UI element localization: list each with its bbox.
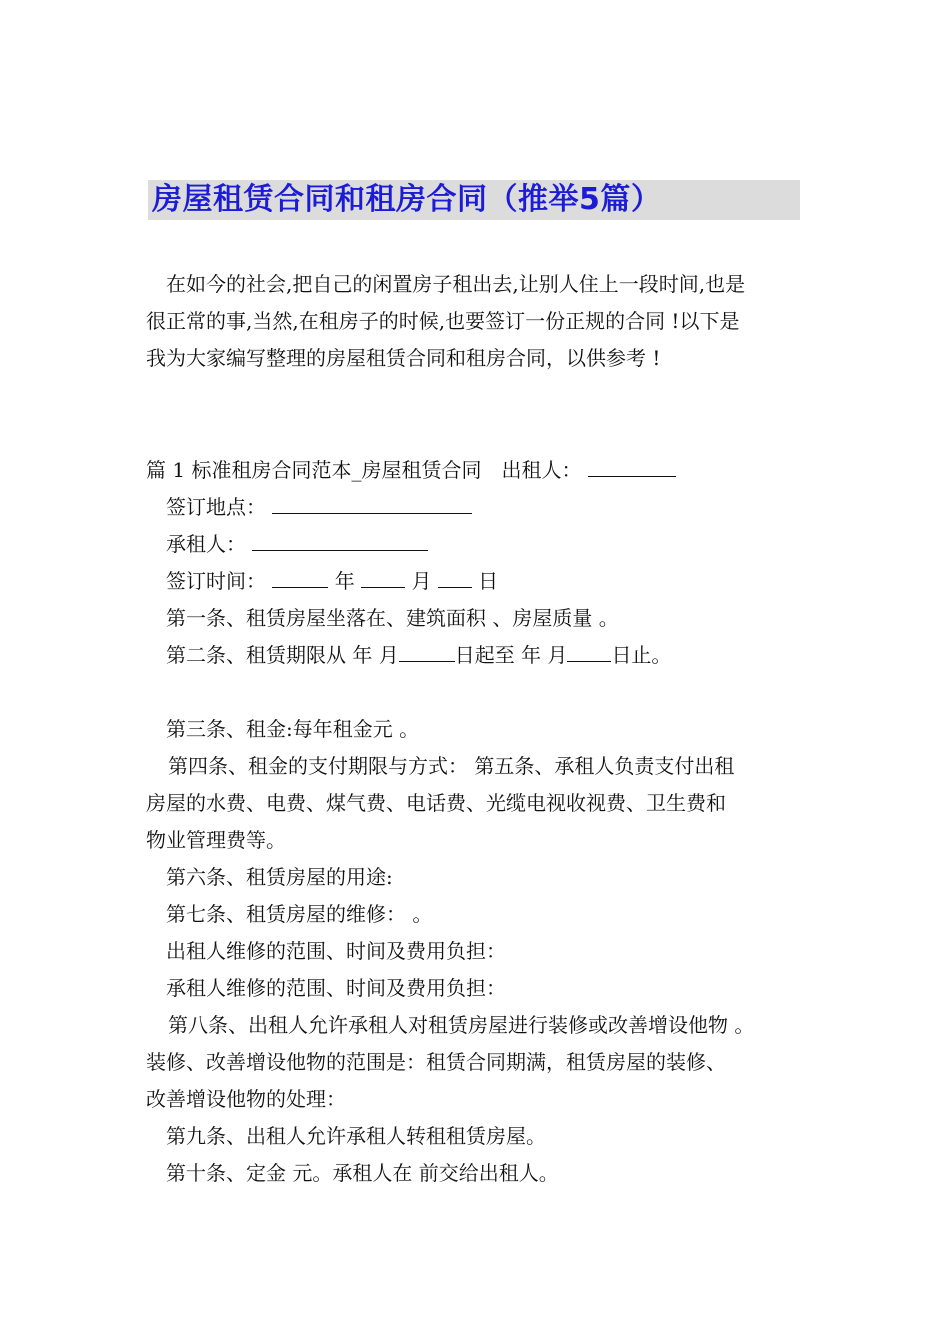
article-6: 第六条、租赁房屋的用途: (166, 865, 393, 889)
sign-time-label: 签订时间： (166, 569, 266, 593)
art2-blank-2 (567, 641, 611, 662)
article-8-line-1: 第八条、出租人允许承租人对租赁房屋进行装修或改善增设他物 。 (168, 1013, 755, 1037)
spacer (146, 674, 836, 711)
article-2-part-a: 第二条、租赁期限从 年 月 (166, 643, 399, 667)
article-7-lessor: 出租人维修的范围、时间及费用负担： (166, 939, 506, 963)
art2-blank-1 (399, 641, 455, 662)
month-blank (361, 567, 405, 588)
article-4-line-3: 物业管理费等。 (146, 828, 286, 852)
contract-heading-line (146, 452, 836, 489)
article-4-line-1: 第四条、租金的支付期限与方式： 第五条、承租人负责支付出租 (168, 754, 735, 778)
document-title: 房屋租赁合同和租房合同（推举5篇） (152, 182, 662, 217)
lessee-label: 承租人： (166, 532, 246, 556)
article-9: 第九条、出租人允许承租人转租租赁房屋。 (166, 1124, 546, 1148)
lessee-line (146, 526, 836, 563)
sign-place-line (146, 489, 836, 526)
article-8-line-3: 改善增设他物的处理： (146, 1087, 346, 1111)
sign-place-blank (272, 493, 472, 514)
article-7-lessee: 承租人维修的范围、时间及费用负担： (166, 976, 506, 1000)
article-8-line-2: 装修、改善增设他物的范围是：租赁合同期满，租赁房屋的装修、 (146, 1050, 726, 1074)
lessee-blank (252, 530, 428, 551)
contract-body (146, 452, 836, 1192)
sign-place-label: 签订地点： (166, 495, 266, 519)
intro-line-3: 我为大家编写整理的房屋租赁合同和租房合同，以供参考 ! (146, 346, 661, 370)
day-blank (438, 567, 472, 588)
article-2-part-c: 日止。 (611, 643, 672, 667)
article-4-line-2: 房屋的水费、电费、煤气费、电话费、光缆电视收视费、卫生费和 (146, 791, 726, 815)
lessor-blank (588, 456, 676, 477)
article-1: 第一条、租赁房屋坐落在、建筑面积 、房屋质量 。 (166, 606, 619, 630)
article-10: 第十条、定金 元。承租人在 前交给出租人。 (166, 1161, 559, 1185)
year-blank (272, 567, 328, 588)
article-2-part-b: 日起至 年 月 (454, 643, 568, 667)
intro-paragraph (146, 266, 814, 377)
sign-time-line (146, 563, 836, 600)
day-label: 日 (478, 569, 499, 593)
month-label: 月 (411, 569, 432, 593)
year-label: 年 (334, 569, 355, 593)
intro-line-2: 很正常的事,当然,在租房子的时候,也要签订一份正规的合同 !以下是 (146, 309, 740, 333)
article-7: 第七条、租赁房屋的维修： 。 (166, 902, 433, 926)
heading-text: 篇 1 标准租房合同范本_房屋租赁合同 出租人： (146, 458, 582, 482)
article-2 (146, 637, 836, 674)
article-3: 第三条、租金:每年租金元 。 (166, 717, 420, 741)
intro-line-1: 在如今的社会,把自己的闲置房子租出去,让别人住上一段时间,也是 (166, 272, 746, 296)
